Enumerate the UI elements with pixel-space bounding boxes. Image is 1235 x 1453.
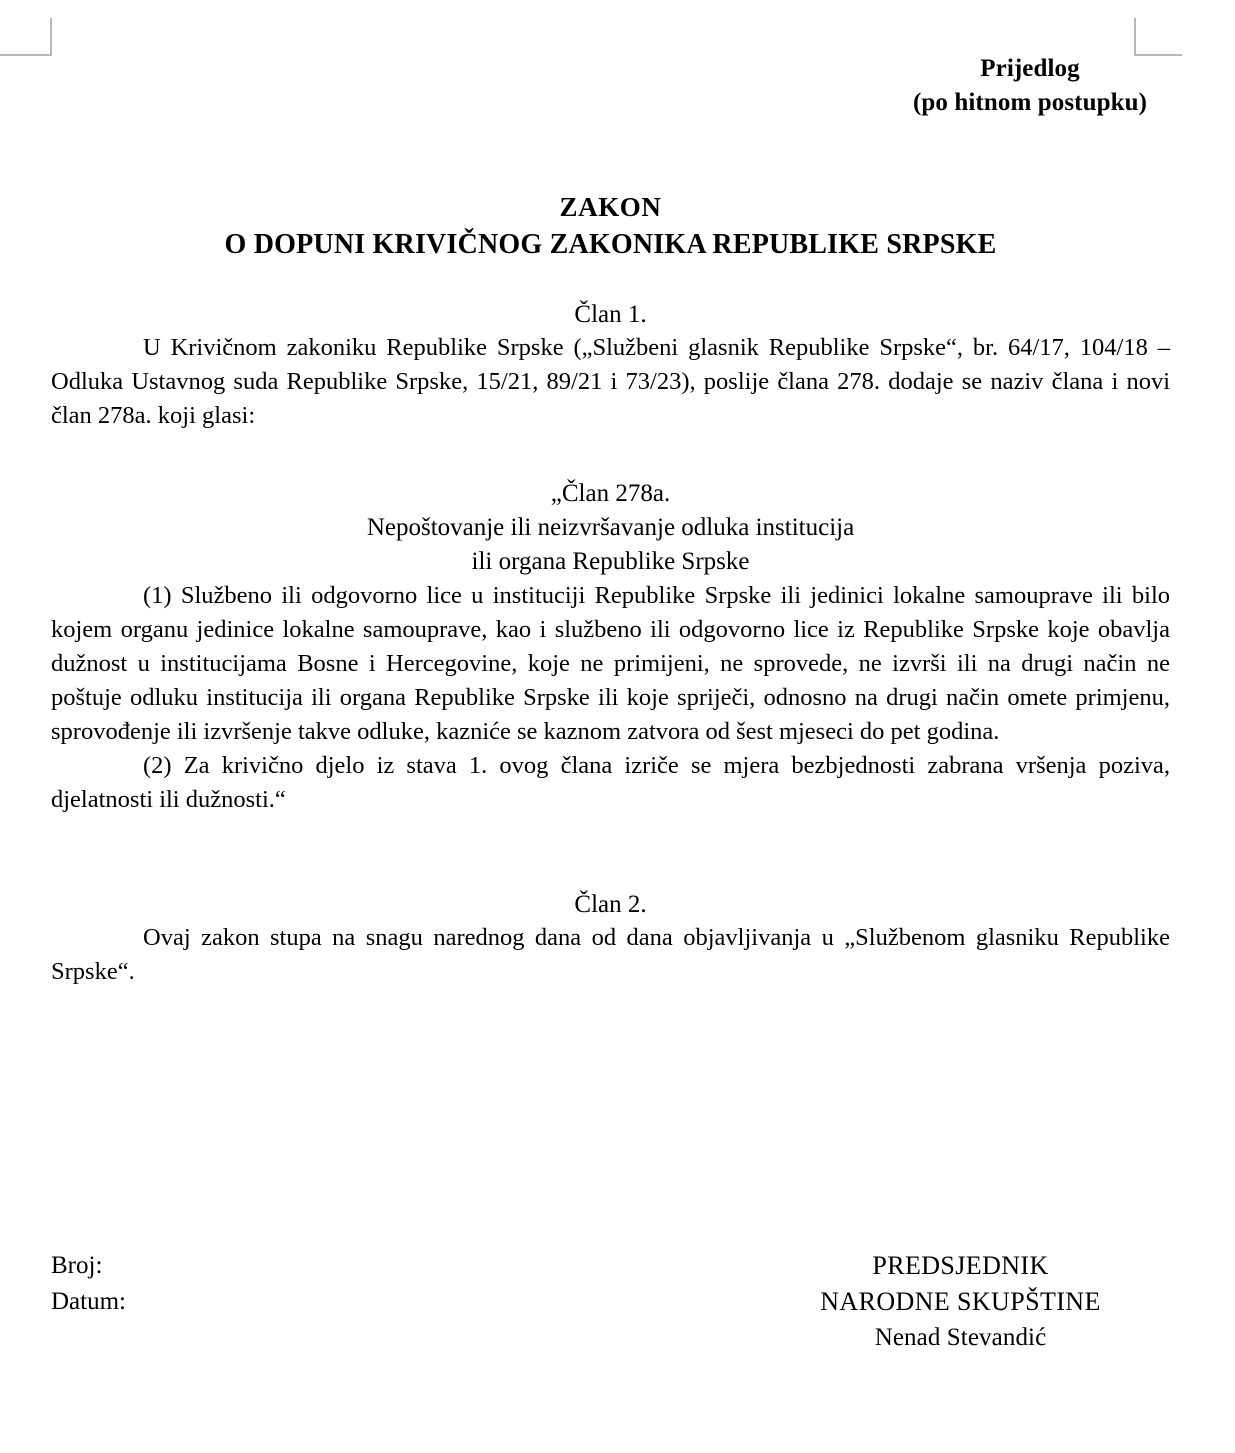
signatory-role-line-2: NARODNE SKUPŠTINE bbox=[820, 1287, 1101, 1316]
document-body bbox=[51, 0, 1170, 989]
amendment-paragraph-2: (2) Za krivično djelo iz stava 1. ovog člana izriče se mjera bezbjednosti zabrana vršenja poziva, djelatnosti ili dužnosti.“ bbox=[51, 752, 1170, 813]
article-1-label: Član 1. bbox=[574, 301, 647, 328]
signature-block bbox=[751, 1248, 1170, 1356]
crop-mark-horizontal-line bbox=[0, 54, 52, 56]
signatory-name: Nenad Stevandić bbox=[874, 1324, 1047, 1351]
article-2-label: Član 2. bbox=[574, 891, 647, 918]
footer-reference-fields bbox=[51, 1248, 126, 1320]
header-procedure-label: (po hitnom postupku) bbox=[912, 89, 1148, 116]
document-footer bbox=[51, 1248, 1170, 1398]
document-title bbox=[51, 188, 1170, 264]
amendment-paragraph-1: (1) Službeno ili odgovorno lice u instituciji Republike Srpske ili jedinici lokalne samouprave ili bilo kojem organu jedinice lokalne samouprave, kao i službeno ili odgovorno lice iz Republike Srpske koje obavlja dužnost u institucijama Bosne i Hercegovine, koje ne primijeni, ne sprovede, ne izvrši ili na drugi način ne poštuje odluku institucija ili organa Republike Srpske ili koje spriječi, odnosno na drugi način omete primjenu, sprovođenje ili izvršenje takve odluke, kazniće se kaznom zatvora od šest mjeseci do pet godina. bbox=[51, 582, 1170, 745]
amendment-title-line-2: ili organa Republike Srpske bbox=[471, 548, 750, 575]
document-number-label: Broj: bbox=[51, 1252, 103, 1279]
amendment-heading bbox=[51, 477, 1170, 579]
document-date-label: Datum: bbox=[51, 1288, 126, 1315]
page-title: ZAKON bbox=[559, 192, 662, 222]
amendment-title-line-1: Nepoštovanje ili neizvršavanje odluka institucija bbox=[366, 514, 855, 541]
article-1-text: U Krivičnom zakoniku Republike Srpske („Službeni glasnik Republike Srpske“, br. 64/17, 104/18 – Odluka Ustavnog suda Republike Srpske, 15/21, 89/21 i 73/23), poslije člana 278. dodaje se naziv člana i novi član 278a. koji glasi: bbox=[51, 334, 1170, 429]
signatory-role-line-1: PREDSJEDNIK bbox=[872, 1251, 1049, 1280]
page-subtitle: O DOPUNI KRIVIČNOG ZAKONIKA REPUBLIKE SRPSKE bbox=[224, 229, 997, 260]
article-2-text: Ovaj zakon stupa na snagu narednog dana od dana objavljivanja u „Službenom glasniku Republike Srpske“. bbox=[51, 924, 1170, 985]
amendment-article-number: „Član 278a. bbox=[550, 480, 671, 507]
header-proposal-label: Prijedlog bbox=[980, 55, 1080, 82]
